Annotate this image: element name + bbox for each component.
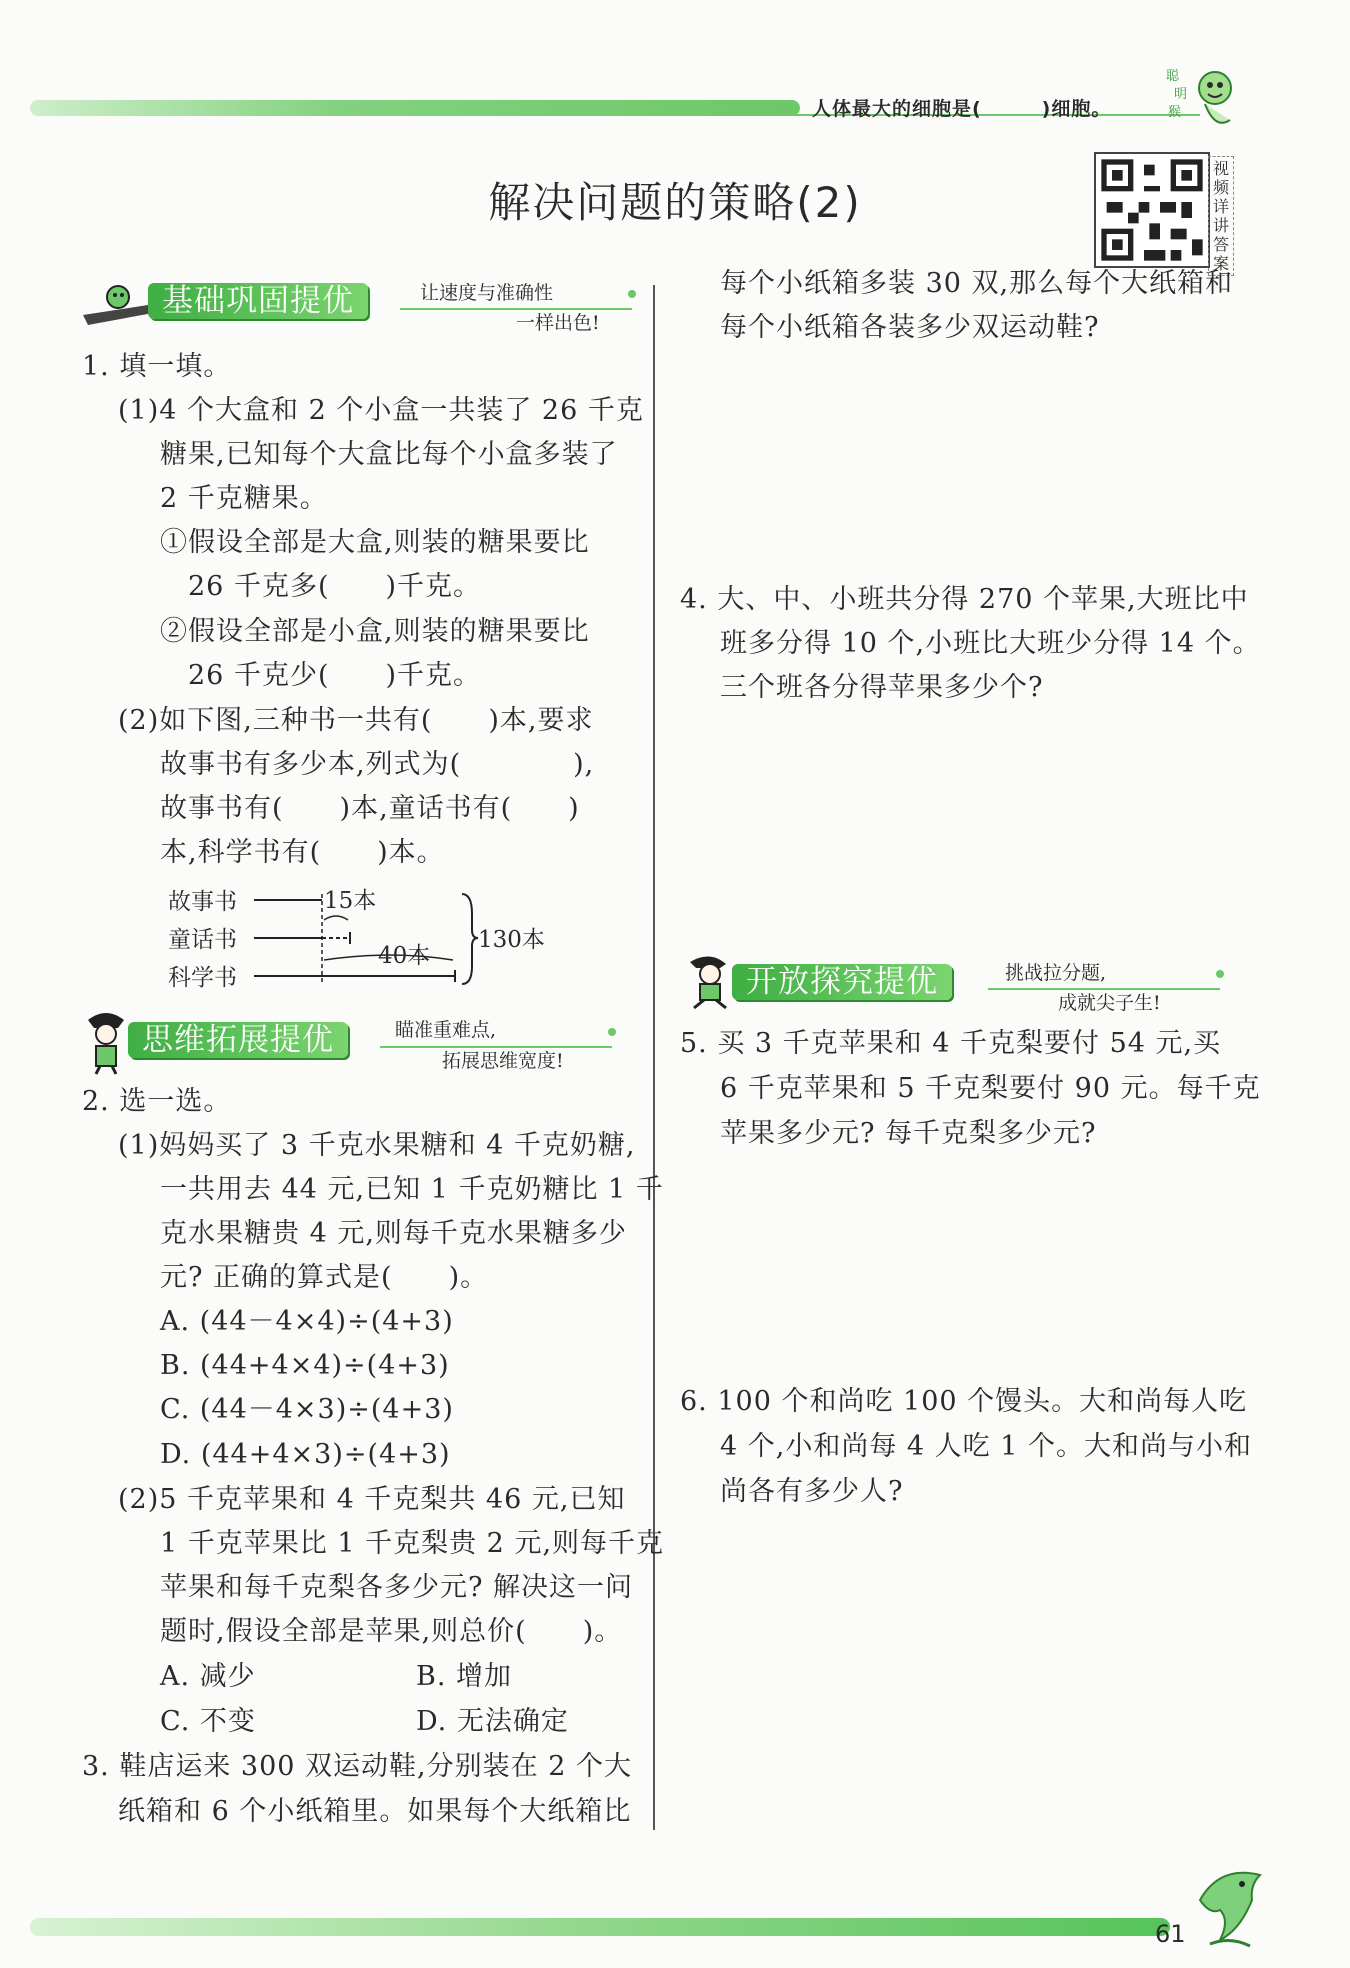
qr-code-icon[interactable] [1094, 152, 1210, 268]
q5-line3: 苹果多少元? 每千克梨多少元? [720, 1118, 1097, 1149]
q2-option-a2[interactable]: A. 减少 [160, 1661, 256, 1692]
q3-line2: 纸箱和 6 个小纸箱里。如果每个大纸箱比 [118, 1796, 632, 1827]
bottom-decor-band [30, 1918, 1170, 1936]
q2-p2-line1: (2)5 千克苹果和 4 千克梨共 46 元,已知 [118, 1484, 626, 1515]
q1-p2-line1: (2)如下图,三种书一共有( )本,要求 [118, 705, 594, 736]
section-thinking-slogan1: 瞄准重难点, [395, 1019, 497, 1041]
top-decor-band [30, 100, 800, 116]
q2-p2-line3: 苹果和每千克梨各多少元? 解决这一问 [160, 1572, 634, 1603]
q1-p1a-line1: ①假设全部是大盒,则装的糖果要比 [160, 527, 590, 558]
q4-line3: 三个班各分得苹果多少个? [720, 672, 1044, 703]
q1-p1-line3: 2 千克糖果。 [160, 483, 328, 514]
section-open-title: 开放探究提优 [732, 964, 952, 1000]
section-basic-line [400, 308, 632, 310]
kid-running-icon [680, 950, 740, 1010]
q2-option-b2[interactable]: B. 增加 [416, 1661, 513, 1692]
q4-line2: 班多分得 10 个,小班比大班少分得 14 个。 [720, 628, 1261, 659]
diagram-label-fairy: 童话书 [168, 927, 237, 953]
brace-total [462, 894, 478, 984]
section-open-slogan2: 成就尖子生! [1058, 992, 1161, 1014]
q5-line1: 5. 买 3 千克苹果和 4 千克梨要付 54 元,买 [680, 1028, 1222, 1059]
q4-line1: 4. 大、中、小班共分得 270 个苹果,大班比中 [680, 584, 1249, 615]
section-basic-slogan1: 让速度与准确性 [420, 282, 554, 304]
mascot-text-2: 明 [1174, 87, 1188, 102]
q2-p2-line2: 1 千克苹果比 1 千克梨贵 2 元,则每千克 [160, 1528, 665, 1559]
diagram-d1: 15本 [324, 888, 377, 914]
diagram-total: 130本 [478, 927, 545, 953]
mascot-text-1: 聪 [1166, 69, 1180, 84]
monkey-icon [1160, 60, 1240, 130]
q6-line2: 4 个,小和尚每 4 人吃 1 个。大和尚与小和 [720, 1431, 1253, 1462]
q1-p2-line4: 本,科学书有( )本。 [160, 837, 445, 868]
diagram-d2: 40本 [378, 943, 431, 969]
section-basic-title: 基础巩固提优 [148, 283, 368, 319]
q2-p1-line4: 元? 正确的算式是( )。 [160, 1262, 489, 1293]
q2-option-d1[interactable]: D. (44+4×3)÷(4+3) [160, 1439, 451, 1470]
q1-p1b-line1: ②假设全部是小盒,则装的糖果要比 [160, 616, 590, 647]
q3-line1: 3. 鞋店运来 300 双运动鞋,分别装在 2 个大 [82, 1751, 632, 1782]
section-open-line [988, 988, 1220, 990]
section-thinking-dot [608, 1028, 616, 1036]
q1-p2-line3: 故事书有( )本,童话书有( ) [160, 793, 580, 824]
mascot-text-3: 猴 [1168, 105, 1182, 120]
q2-p1-line2: 一共用去 44 元,已知 1 千克奶糖比 1 千 [160, 1174, 664, 1205]
kid-thinking-icon [78, 1010, 134, 1076]
q2-p1-line1: (1)妈妈买了 3 千克水果糖和 4 千克奶糖, [118, 1130, 636, 1161]
brace-d1 [324, 916, 348, 920]
q2-option-a1[interactable]: A. (44－4×4)÷(4+3) [160, 1306, 454, 1337]
section-thinking-slogan2: 拓展思维宽度! [442, 1050, 564, 1072]
section-open-slogan1: 挑战拉分题, [1005, 962, 1107, 984]
diagram-label-science: 科学书 [168, 965, 237, 991]
q1-p1b-line2: 26 千克少( )千克。 [188, 660, 482, 691]
q1-p1-line1: (1)4 个大盒和 2 个小盒一共装了 26 千克 [118, 395, 644, 426]
page-title: 解决问题的策略(2) [488, 178, 862, 227]
q2-head: 2. 选一选。 [82, 1086, 232, 1117]
section-basic-slogan2: 一样出色! [516, 312, 600, 334]
kid-on-plane-icon [78, 275, 158, 335]
q6-line1: 6. 100 个和尚吃 100 个馒头。大和尚每人吃 [680, 1386, 1248, 1417]
section-thinking-title: 思维拓展提优 [128, 1022, 348, 1058]
header-note: 人体最大的细胞是( )细胞。 [812, 98, 1112, 120]
q3-cont-line2: 每个小纸箱各装多少双运动鞋? [720, 312, 1100, 343]
section-open-dot [1216, 970, 1224, 978]
q1-p2-line2: 故事书有多少本,列式为( ), [160, 749, 595, 780]
q3-cont-line1: 每个小纸箱多装 30 双,那么每个大纸箱和 [720, 268, 1234, 299]
q5-line2: 6 千克苹果和 5 千克梨要付 90 元。每千克 [720, 1073, 1261, 1104]
q2-option-c2[interactable]: C. 不变 [160, 1706, 256, 1737]
q2-option-b1[interactable]: B. (44+4×4)÷(4+3) [160, 1350, 450, 1381]
q1-p1a-line2: 26 千克多( )千克。 [188, 571, 482, 602]
section-thinking-line [380, 1046, 612, 1048]
q6-line3: 尚各有多少人? [720, 1476, 904, 1507]
q1-p1-line2: 糖果,已知每个大盒比每个小盒多装了 [160, 439, 618, 470]
q2-option-d2[interactable]: D. 无法确定 [416, 1706, 569, 1737]
q2-option-c1[interactable]: C. (44－4×3)÷(4+3) [160, 1394, 454, 1425]
section-basic-dot [628, 290, 636, 298]
column-divider [653, 285, 655, 1830]
diagram-label-story: 故事书 [168, 889, 237, 915]
q2-p1-line3: 克水果糖贵 4 元,则每千克水果糖多少 [160, 1218, 627, 1249]
q2-p2-line4: 题时,假设全部是苹果,则总价( )。 [160, 1616, 623, 1647]
page-number: 61 [1155, 1920, 1186, 1948]
q1-head: 1. 填一填。 [82, 351, 232, 382]
qr-label: 视频详讲答案 [1208, 156, 1234, 276]
dolphin-icon [1190, 1860, 1270, 1950]
